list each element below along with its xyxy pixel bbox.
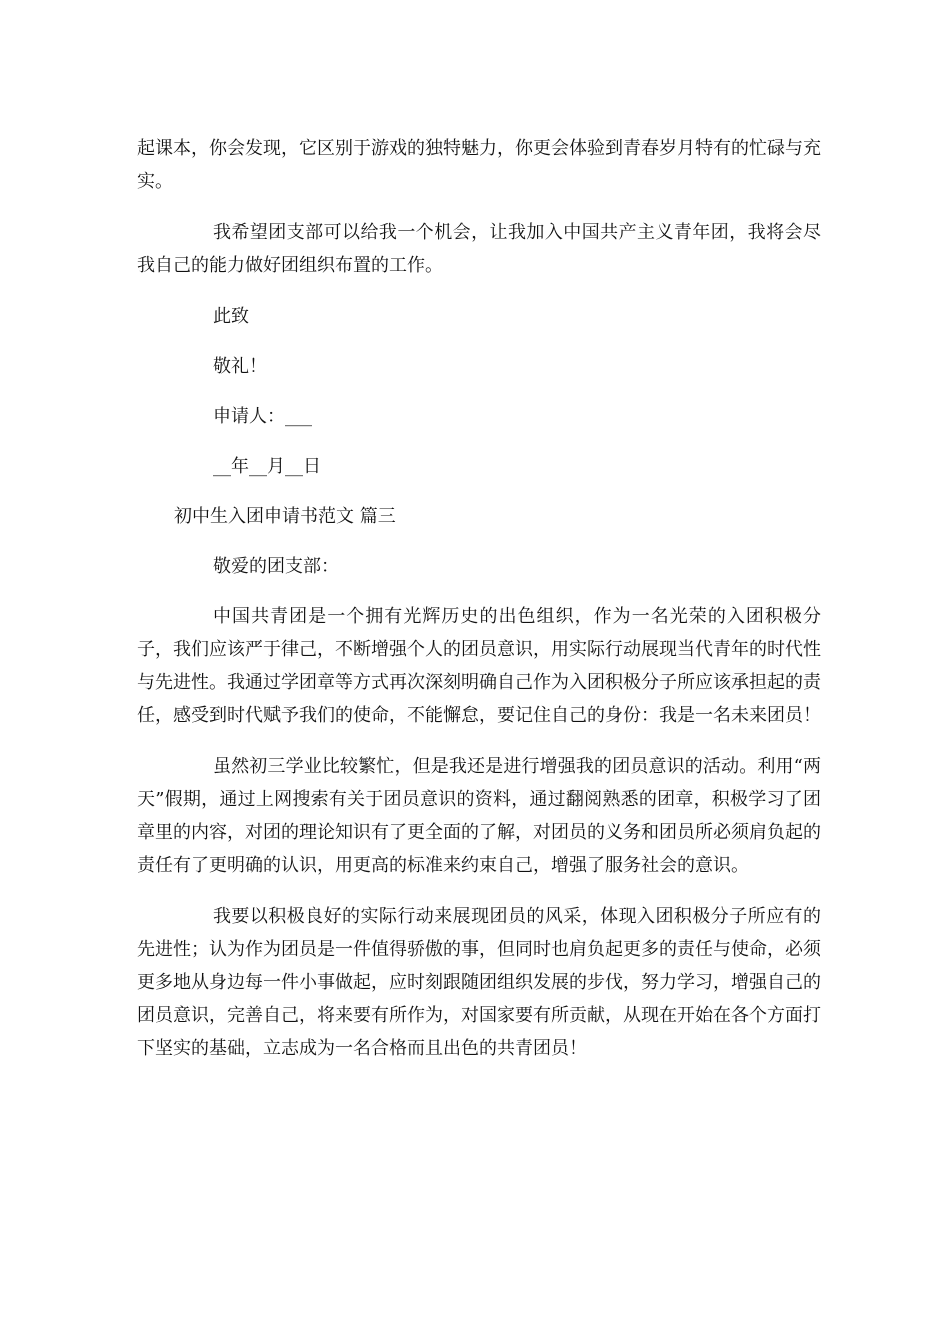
section-heading: 初中生入团申请书范文 篇三: [174, 506, 396, 527]
paragraph-commitment: 我要以积极良好的实际行动来展现团员的风采，体现入团积极分子所应有的先进性；认为作为团员是一件值得骄傲的事，但同时也肩负起更多的责任与使命，必须更多地从身边每一件小事做起，应时刻跟随团组织发展的步伐，努力学习，增强自己的团员意识，完善自己，将来要有所作为，对国家要有所贡献，从现在开始在各个方面打下坚实的基础，立志成为一名合格而且出色的共青团员！: [137, 906, 821, 1059]
closing-salutation: 此致: [213, 306, 249, 327]
date-line: __年__月__日: [213, 456, 321, 477]
paragraph-activities: 虽然初三学业比较繁忙，但是我还是进行增强我的团员意识的活动。利用“两天”假期，通过上网搜索有关于团员意识的资料，通过翻阅熟悉的团章，积极学习了团章里的内容，对团的理论知识有了更全面的了解，对团员的义务和团员所必须肩负起的责任有了更明确的认识，用更高的标准来约束自己，增强了服务社会的意识。: [137, 756, 821, 876]
closing-regards: 敬礼！: [213, 356, 267, 377]
paragraph-continuation: 起课本，你会发现，它区别于游戏的独特魅力，你更会体验到青春岁月特有的忙碌与充实。: [137, 138, 821, 192]
greeting-line: 敬爱的团支部：: [213, 556, 339, 577]
document-body: [137, 132, 821, 1065]
applicant-line: 申请人：___: [213, 406, 312, 427]
paragraph-introduction: 中国共青团是一个拥有光辉历史的出色组织，作为一名光荣的入团积极分子，我们应该严于律己，不断增强个人的团员意识，用实际行动展现当代青年的时代性与先进性。我通过学团章等方式再次深刻明确自己作为入团积极分子所应该承担起的责任，感受到时代赋予我们的使命，不能懈怠，要记住自己的身份：我是一名未来团员！: [137, 606, 821, 726]
paragraph-wish: 我希望团支部可以给我一个机会，让我加入中国共产主义青年团，我将会尽我自己的能力做好团组织布置的工作。: [137, 222, 821, 276]
